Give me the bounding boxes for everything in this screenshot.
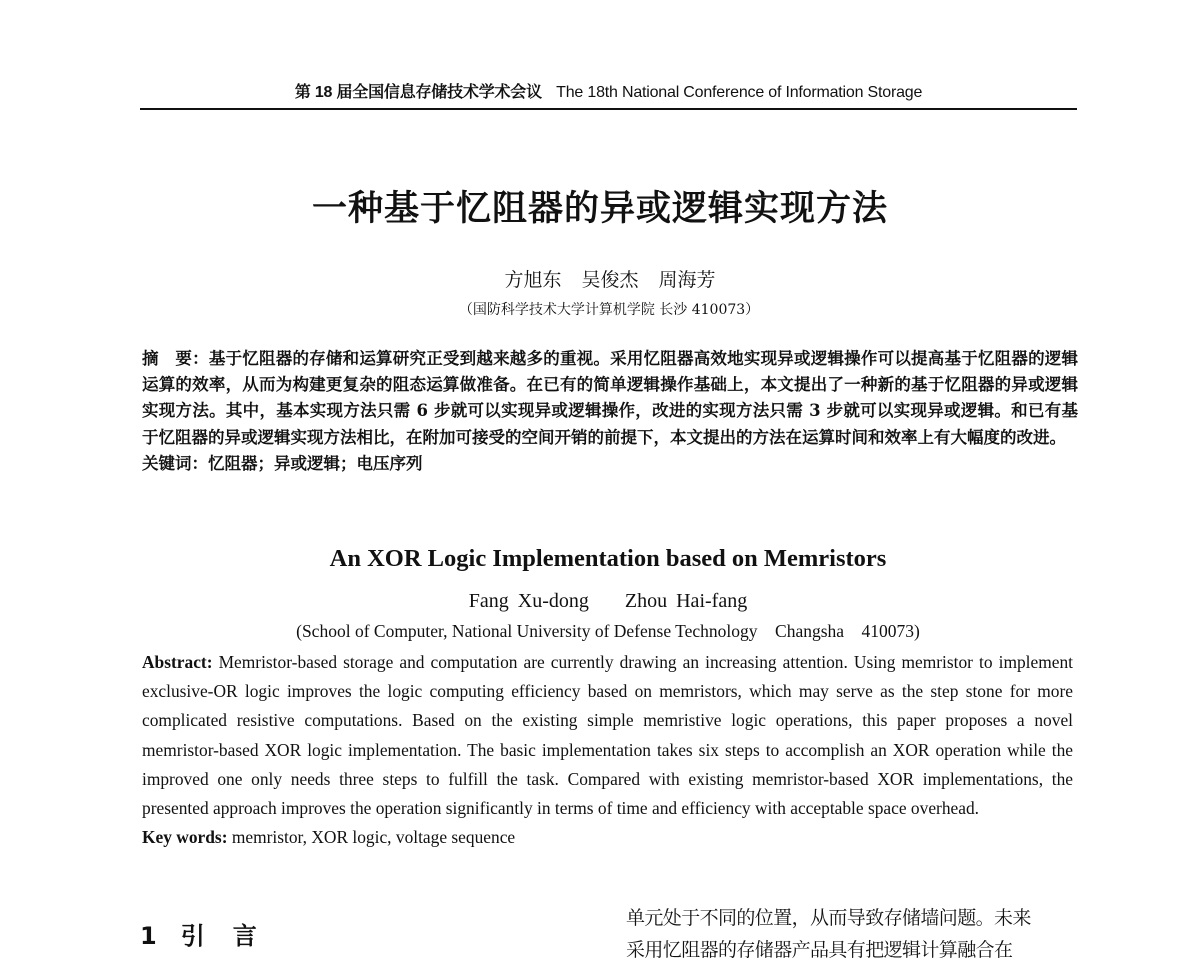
running-header bbox=[140, 80, 1077, 110]
authors-en bbox=[0, 586, 1200, 616]
body-line: 单元处于不同的位置，从而导致存储墙问题。未来 bbox=[626, 907, 1031, 929]
keywords-en bbox=[142, 823, 1073, 852]
keywords-cn-text: 忆阻器；异或逻辑；电压序列 bbox=[208, 453, 423, 473]
abstract-cn-label: 摘 要： bbox=[142, 349, 209, 368]
abstract-cn-text: 基于忆阻器的存储和运算研究正受到越来越多的重视。采用忆阻器高效地实现异或逻辑操作可以提高基于忆阻器的逻辑运算的效率，从而为构建更复杂的阻态运算做准备。在已有的简单逻辑操作基础上，本文提出了一种新的基于忆阻器的异或逻辑实现方法。其中，基本实现方法只需 6 步就可以实现异或逻辑操作，改进的实现方法只需 3 步就可以实现异或逻辑。和已有基于忆阻器的异或逻辑实现方法相比，在附加可接受的空间开销的前提下，本文提出的方法在运算时间和效率上有大幅度的改进。 bbox=[142, 349, 1079, 447]
section-title-char-1: 引 bbox=[180, 922, 207, 950]
abstract-en-label: Abstract: bbox=[142, 652, 213, 672]
abstract-en-text: Memristor-based storage and computation are currently drawing an increasing attention. Using memristor to implement exclusive-OR logic improves the logic computing efficiency based on memristors, which may serve as the step stone for more complicated resistive computations. Based on the existing simple memristive logic operations, this paper proposes a novel memristor-based XOR logic implementation. The basic implementation takes six steps to accomplish an XOR operation while the improved one only needs three steps to fulfill the task. Compared with existing memristor-based XOR implementations, the presented approach improves the operation significantly in terms of time and efficiency with acceptable space overhead. bbox=[142, 652, 1073, 819]
authors-cn: 方旭东 吴俊杰 周海芳 bbox=[504, 269, 716, 291]
authors-en-text: Fang Xu-dong Zhou Hai-fang bbox=[468, 590, 748, 612]
section-title-char-2: 言 bbox=[232, 922, 259, 950]
paper-title-cn: 一种基于忆阻器的异或逻辑实现方法 bbox=[311, 189, 888, 229]
paper-title-en: An XOR Logic Implementation based on Memristors bbox=[329, 545, 887, 572]
section-number: 1 bbox=[140, 922, 159, 950]
keywords-en-text: memristor, XOR logic, voltage sequence bbox=[231, 827, 516, 848]
affiliation-en bbox=[0, 618, 1200, 644]
keywords-cn bbox=[142, 451, 1078, 477]
conference-name-en: The 18th National Conference of Information Storage bbox=[556, 84, 923, 101]
conference-name-cn: 第 18 届全国信息存储技术学术会议 bbox=[294, 84, 542, 101]
right-column-body bbox=[626, 902, 1078, 966]
affiliation-en-text: (School of Computer, National University of Defense Technology Changsha 410073) bbox=[296, 621, 920, 641]
section-heading-introduction bbox=[140, 916, 259, 956]
keywords-cn-label: 关键词： bbox=[142, 453, 208, 473]
abstract-cn bbox=[142, 346, 1078, 477]
abstract-en bbox=[142, 648, 1073, 852]
body-line: 采用忆阻器的存储器产品具有把逻辑计算融合在 bbox=[626, 939, 1013, 961]
keywords-en-label: Key words: bbox=[142, 827, 228, 848]
affiliation-cn: （国防科学技术大学计算机学院 长沙 410073） bbox=[458, 302, 760, 318]
